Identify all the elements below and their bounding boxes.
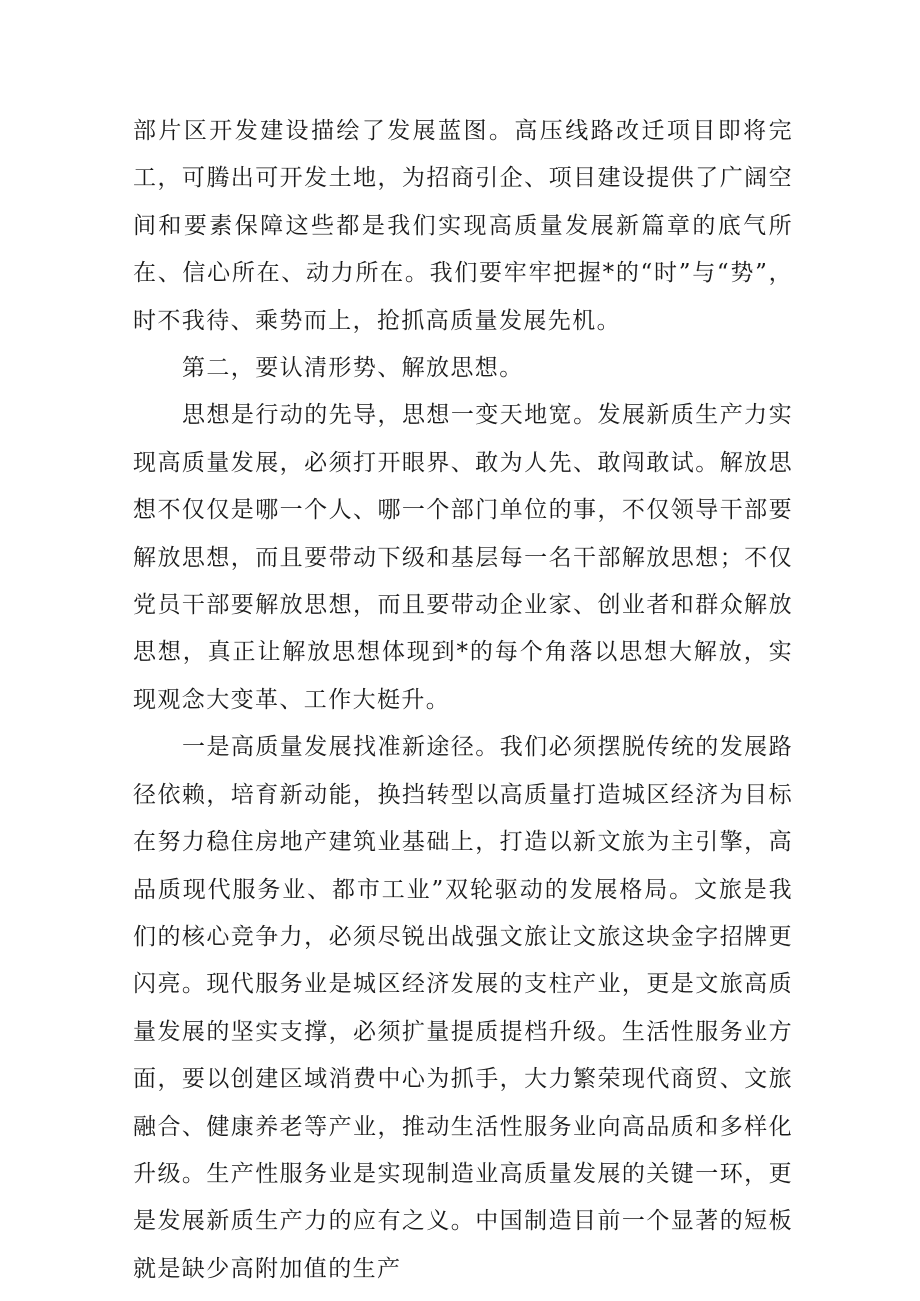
paragraph: 一是高质量发展找准新途径。我们必须摆脱传统的发展路径依赖，培育新动能，换挡转型以高质量打造城区经济为目标在努力稳住房地产建筑业基础上，打造以新文旅为主引擎，高品质现代服务业、都市工业”双轮驱动的发展格局。文旅是我们的核心竞争力，必须尽锐出战强文旅让文旅这块金字招牌更闪亮。现代服务业是城区经济发展的支柱产业，更是文旅高质量发展的坚实支撑，必须扩量提质提档升级。生活性服务业方面，要以创建区域消费中心为抓手，大力繁荣现代商贸、文旅融合、健康养老等产业，推动生活性服务业向高品质和多样化升级。生产性服务业是实现制造业高质量发展的关键一环，更是发展新质生产力的应有之义。中国制造目前一个显著的短板就是缺少高附加值的生产 bbox=[133, 734, 793, 1282]
document-body bbox=[133, 108, 793, 1293]
paragraph-continued: 部片区开发建设描绘了发展蓝图。高压线路改迁项目即将完工，可腾出可开发土地，为招商引企、项目建设提供了广阔空间和要素保障这些都是我们实现高质量发展新篇章的底气所在、信心所在、动力所在。我们要牢牢把握*的“时”与“势”，时不我待、乘势而上，抢抓高质量发展先机。 bbox=[133, 118, 793, 334]
paragraph: 思想是行动的先导，思想一变天地宽。发展新质生产力实现高质量发展，必须打开眼界、敢为人先、敢闯敢试。解放思想不仅仅是哪一个人、哪一个部门单位的事，不仅领导干部要解放思想，而且要带动下级和基层每一名干部解放思想；不仅党员干部要解放思想，而且要带动企业家、创业者和群众解放思想，真正让解放思想体现到*的每个角落以思想大解放，实现观念大变革、工作大梃升。 bbox=[133, 402, 793, 713]
section-heading: 第二，要认清形势、解放思想。 bbox=[182, 355, 524, 382]
